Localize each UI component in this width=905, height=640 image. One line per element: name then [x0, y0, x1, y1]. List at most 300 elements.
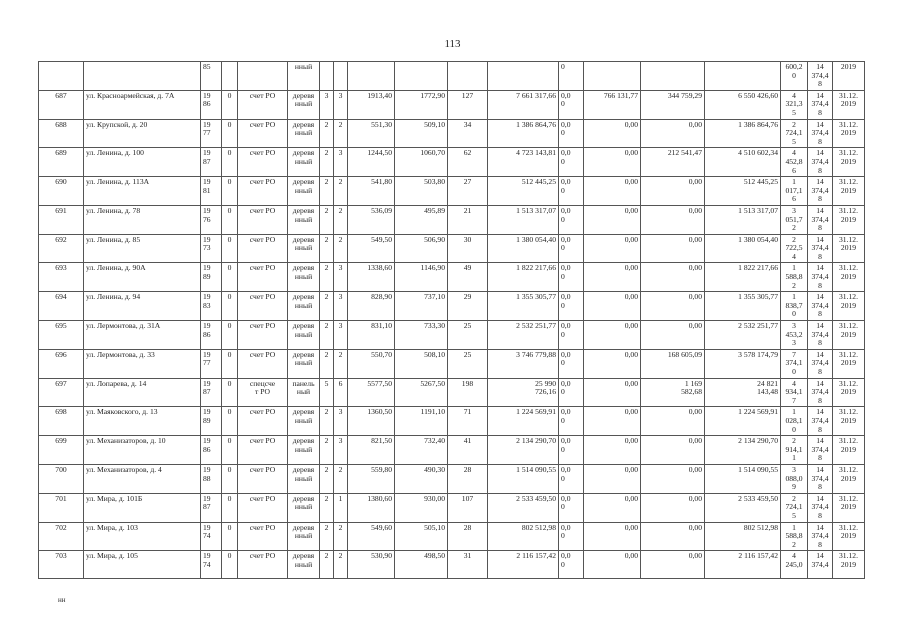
- cell-fund-cost: 0,00: [584, 234, 641, 263]
- cell-unit-cost: 1 028,1 0: [781, 407, 808, 436]
- cell-entrances: 2: [334, 522, 348, 551]
- cell-year: 19 77: [201, 349, 222, 378]
- cell-floors: 2: [320, 349, 334, 378]
- cell-cost: 2 533 459,50: [488, 493, 559, 522]
- cell-limit: 14 374,4 8: [808, 148, 833, 177]
- cell-material: деревя нный: [288, 522, 320, 551]
- cell-year: 19 88: [201, 464, 222, 493]
- continuation-row: [39, 62, 865, 91]
- cell-zero: 0: [222, 119, 238, 148]
- cell-zero: 0: [222, 436, 238, 465]
- cell-area-living: 5267,50: [395, 378, 448, 407]
- cell-unit-cost: 2 724,1 5: [781, 119, 808, 148]
- cell-material: деревя нный: [288, 551, 320, 579]
- cell-account: счет РО: [238, 234, 288, 263]
- cell-deadline: 31.12. 2019: [833, 551, 865, 579]
- cell-residents: 49: [448, 263, 488, 292]
- cell-owners-cost: 1 380 054,40: [705, 234, 781, 263]
- cell-address: ул. Мира, д. 105: [84, 551, 201, 579]
- cell-year: 19 77: [201, 119, 222, 148]
- cell-local-cost: 0,00: [641, 119, 705, 148]
- cell-floors: 2: [320, 205, 334, 234]
- table-row: [39, 205, 865, 234]
- cell-year: 19 83: [201, 292, 222, 321]
- cell-local-cost: 344 759,29: [641, 90, 705, 119]
- cell-no: 696: [39, 349, 84, 378]
- cell-account: счет РО: [238, 119, 288, 148]
- cell-floors: 2: [320, 464, 334, 493]
- cell-material: деревя нный: [288, 263, 320, 292]
- cell-floors: 2: [320, 119, 334, 148]
- table-row: [39, 378, 865, 407]
- cell-cost: 2 116 157,42: [488, 551, 559, 579]
- cell-cost: 1 380 054,40: [488, 234, 559, 263]
- cell-area-total: 1338,60: [348, 263, 395, 292]
- cell-floors: 2: [320, 493, 334, 522]
- cell-share: 0,0 0: [559, 321, 584, 350]
- cell-zero: 0: [222, 493, 238, 522]
- cell-residents: 25: [448, 321, 488, 350]
- cell-floors: [320, 62, 334, 91]
- cell-address: ул. Лермонтова, д. 31А: [84, 321, 201, 350]
- cell-residents: [448, 62, 488, 91]
- cell-zero: 0: [222, 263, 238, 292]
- cell-entrances: 2: [334, 464, 348, 493]
- cell-entrances: 3: [334, 436, 348, 465]
- cell-area-living: 505,10: [395, 522, 448, 551]
- cell-no: 690: [39, 177, 84, 206]
- cell-account: счет РО: [238, 436, 288, 465]
- cell-area-total: 5577,50: [348, 378, 395, 407]
- cell-owners-cost: 1 224 569,91: [705, 407, 781, 436]
- cell-zero: 0: [222, 205, 238, 234]
- cell-year: 19 87: [201, 493, 222, 522]
- cell-limit: 14 374,4 8: [808, 90, 833, 119]
- cell-local-cost: 0,00: [641, 292, 705, 321]
- cell-entrances: 3: [334, 263, 348, 292]
- cell-floors: 2: [320, 263, 334, 292]
- cell-material: нный: [288, 62, 320, 91]
- cell-area-living: 1060,70: [395, 148, 448, 177]
- cell-local-cost: 168 605,09: [641, 349, 705, 378]
- cell-owners-cost: 4 510 602,34: [705, 148, 781, 177]
- cell-no: [39, 62, 84, 91]
- cell-no: 693: [39, 263, 84, 292]
- cell-limit: 14 374,4 8: [808, 234, 833, 263]
- cell-no: 701: [39, 493, 84, 522]
- cell-no: 702: [39, 522, 84, 551]
- cell-entrances: 1: [334, 493, 348, 522]
- cell-fund-cost: 0,00: [584, 205, 641, 234]
- cell-residents: 30: [448, 234, 488, 263]
- footer-mark: нн: [58, 596, 66, 604]
- cell-deadline: 31.12. 2019: [833, 349, 865, 378]
- cell-cost: 1 513 317,07: [488, 205, 559, 234]
- cell-no: 697: [39, 378, 84, 407]
- cell-fund-cost: 0,00: [584, 321, 641, 350]
- cell-owners-cost: 802 512,98: [705, 522, 781, 551]
- cell-area-living: 1772,90: [395, 90, 448, 119]
- cell-local-cost: 0,00: [641, 436, 705, 465]
- cell-local-cost: 1 169 582,68: [641, 378, 705, 407]
- cell-account: счет РО: [238, 493, 288, 522]
- cell-unit-cost: 2 722,5 4: [781, 234, 808, 263]
- cell-share: 0,0 0: [559, 522, 584, 551]
- cell-year: 19 87: [201, 378, 222, 407]
- cell-deadline: 2019: [833, 62, 865, 91]
- cell-area-total: [348, 62, 395, 91]
- cell-zero: 0: [222, 407, 238, 436]
- cell-no: 700: [39, 464, 84, 493]
- cell-share: 0,0 0: [559, 551, 584, 579]
- cell-residents: 71: [448, 407, 488, 436]
- cell-account: [238, 62, 288, 91]
- cell-area-living: 1191,10: [395, 407, 448, 436]
- cell-residents: 41: [448, 436, 488, 465]
- cell-floors: 3: [320, 90, 334, 119]
- cell-unit-cost: 1 588,8 2: [781, 263, 808, 292]
- cell-fund-cost: 0,00: [584, 292, 641, 321]
- cell-cost: [488, 62, 559, 91]
- cell-unit-cost: 2 914,1 1: [781, 436, 808, 465]
- cell-address: ул. Мира, д. 101Б: [84, 493, 201, 522]
- cell-entrances: 6: [334, 378, 348, 407]
- cell-owners-cost: 3 578 174,79: [705, 349, 781, 378]
- cell-address: ул. Механизаторов, д. 4: [84, 464, 201, 493]
- cell-unit-cost: 4 934,1 7: [781, 378, 808, 407]
- cell-account: счет РО: [238, 90, 288, 119]
- table-row: [39, 148, 865, 177]
- cell-area-total: 551,30: [348, 119, 395, 148]
- cell-deadline: 31.12. 2019: [833, 205, 865, 234]
- cell-limit: 14 374,4 8: [808, 493, 833, 522]
- cell-area-living: 498,50: [395, 551, 448, 579]
- cell-no: 689: [39, 148, 84, 177]
- cell-zero: 0: [222, 292, 238, 321]
- cell-zero: 0: [222, 378, 238, 407]
- cell-deadline: 31.12. 2019: [833, 464, 865, 493]
- cell-material: деревя нный: [288, 234, 320, 263]
- cell-entrances: 3: [334, 321, 348, 350]
- cell-cost: 25 990 726,16: [488, 378, 559, 407]
- cell-area-total: 536,09: [348, 205, 395, 234]
- cell-account: счет РО: [238, 148, 288, 177]
- cell-local-cost: 0,00: [641, 551, 705, 579]
- cell-year: 19 74: [201, 551, 222, 579]
- cell-cost: 7 661 317,66: [488, 90, 559, 119]
- cell-year: 19 73: [201, 234, 222, 263]
- cell-share: 0: [559, 62, 584, 91]
- cell-residents: 28: [448, 464, 488, 493]
- cell-deadline: 31.12. 2019: [833, 407, 865, 436]
- cell-account: счет РО: [238, 292, 288, 321]
- cell-area-total: 1360,50: [348, 407, 395, 436]
- cell-zero: [222, 62, 238, 91]
- cell-deadline: 31.12. 2019: [833, 292, 865, 321]
- cell-entrances: 2: [334, 177, 348, 206]
- cell-zero: 0: [222, 464, 238, 493]
- cell-cost: 1 386 864,76: [488, 119, 559, 148]
- cell-floors: 5: [320, 378, 334, 407]
- cell-area-living: 737,10: [395, 292, 448, 321]
- cell-account: счет РО: [238, 263, 288, 292]
- cell-local-cost: 0,00: [641, 464, 705, 493]
- cell-entrances: 2: [334, 119, 348, 148]
- cell-share: 0,0 0: [559, 493, 584, 522]
- cell-local-cost: 0,00: [641, 234, 705, 263]
- cell-unit-cost: 7 374,1 0: [781, 349, 808, 378]
- cell-local-cost: 0,00: [641, 493, 705, 522]
- cell-share: 0,0 0: [559, 177, 584, 206]
- cell-deadline: 31.12. 2019: [833, 493, 865, 522]
- table-row: [39, 464, 865, 493]
- cell-year: 19 87: [201, 148, 222, 177]
- cell-share: 0,0 0: [559, 119, 584, 148]
- cell-year: 19 76: [201, 205, 222, 234]
- cell-share: 0,0 0: [559, 378, 584, 407]
- table-body: [39, 62, 865, 579]
- cell-account: счет РО: [238, 522, 288, 551]
- cell-owners-cost: 1 822 217,66: [705, 263, 781, 292]
- cell-cost: 1 224 569,91: [488, 407, 559, 436]
- cell-limit: 14 374,4 8: [808, 436, 833, 465]
- cell-owners-cost: 2 116 157,42: [705, 551, 781, 579]
- cell-zero: 0: [222, 148, 238, 177]
- cell-address: ул. Ленина, д. 90А: [84, 263, 201, 292]
- cell-floors: 2: [320, 234, 334, 263]
- cell-local-cost: 0,00: [641, 263, 705, 292]
- cell-year: 19 89: [201, 263, 222, 292]
- cell-residents: 29: [448, 292, 488, 321]
- cell-material: деревя нный: [288, 90, 320, 119]
- cell-floors: 2: [320, 522, 334, 551]
- cell-material: деревя нный: [288, 148, 320, 177]
- cell-cost: 2 532 251,77: [488, 321, 559, 350]
- cell-material: деревя нный: [288, 407, 320, 436]
- cell-area-total: 1244,50: [348, 148, 395, 177]
- cell-year: 19 89: [201, 407, 222, 436]
- cell-cost: 512 445,25: [488, 177, 559, 206]
- cell-fund-cost: 0,00: [584, 551, 641, 579]
- cell-area-total: 550,70: [348, 349, 395, 378]
- cell-fund-cost: 766 131,77: [584, 90, 641, 119]
- cell-limit: 14 374,4 8: [808, 263, 833, 292]
- cell-entrances: 2: [334, 234, 348, 263]
- cell-area-total: 1913,40: [348, 90, 395, 119]
- page-number: 113: [444, 38, 461, 50]
- cell-owners-cost: 1 355 305,77: [705, 292, 781, 321]
- cell-residents: 198: [448, 378, 488, 407]
- table-row: [39, 407, 865, 436]
- cell-address: ул. Лермонтова, д. 33: [84, 349, 201, 378]
- table-row: [39, 551, 865, 579]
- cell-material: деревя нный: [288, 119, 320, 148]
- cell-entrances: 3: [334, 407, 348, 436]
- cell-area-living: 508,10: [395, 349, 448, 378]
- cell-share: 0,0 0: [559, 436, 584, 465]
- cell-residents: 107: [448, 493, 488, 522]
- table-row: [39, 119, 865, 148]
- cell-share: 0,0 0: [559, 205, 584, 234]
- cell-zero: 0: [222, 90, 238, 119]
- cell-fund-cost: 0,00: [584, 464, 641, 493]
- cell-no: 691: [39, 205, 84, 234]
- cell-limit: 14 374,4 8: [808, 292, 833, 321]
- cell-owners-cost: 2 532 251,77: [705, 321, 781, 350]
- cell-unit-cost: 4 452,8 6: [781, 148, 808, 177]
- cell-no: 703: [39, 551, 84, 579]
- cell-unit-cost: 3 453,2 3: [781, 321, 808, 350]
- cell-address: ул. Красноармейская, д. 7А: [84, 90, 201, 119]
- housing-table: [38, 61, 865, 579]
- table-row: [39, 436, 865, 465]
- cell-no: 687: [39, 90, 84, 119]
- cell-floors: 2: [320, 551, 334, 579]
- cell-owners-cost: 1 514 090,55: [705, 464, 781, 493]
- cell-fund-cost: 0,00: [584, 119, 641, 148]
- cell-deadline: 31.12. 2019: [833, 436, 865, 465]
- cell-deadline: 31.12. 2019: [833, 90, 865, 119]
- cell-address: ул. Ленина, д. 78: [84, 205, 201, 234]
- cell-share: 0,0 0: [559, 464, 584, 493]
- cell-cost: 3 746 779,88: [488, 349, 559, 378]
- cell-owners-cost: 2 533 459,50: [705, 493, 781, 522]
- cell-owners-cost: [705, 62, 781, 91]
- cell-area-living: 490,30: [395, 464, 448, 493]
- cell-unit-cost: 3 088,0 9: [781, 464, 808, 493]
- cell-address: [84, 62, 201, 91]
- cell-local-cost: [641, 62, 705, 91]
- cell-limit: 14 374,4 8: [808, 62, 833, 91]
- cell-address: ул. Мира, д. 103: [84, 522, 201, 551]
- cell-owners-cost: 6 550 426,60: [705, 90, 781, 119]
- cell-cost: 2 134 290,70: [488, 436, 559, 465]
- cell-account: счет РО: [238, 464, 288, 493]
- cell-floors: 2: [320, 407, 334, 436]
- cell-owners-cost: 1 513 317,07: [705, 205, 781, 234]
- cell-entrances: 2: [334, 551, 348, 579]
- cell-residents: 21: [448, 205, 488, 234]
- cell-zero: 0: [222, 177, 238, 206]
- cell-area-living: 733,30: [395, 321, 448, 350]
- cell-area-total: 831,10: [348, 321, 395, 350]
- cell-floors: 2: [320, 436, 334, 465]
- cell-account: счет РО: [238, 551, 288, 579]
- cell-residents: 25: [448, 349, 488, 378]
- cell-address: ул. Маяковского, д. 13: [84, 407, 201, 436]
- cell-entrances: [334, 62, 348, 91]
- cell-unit-cost: 1 017,1 6: [781, 177, 808, 206]
- cell-floors: 2: [320, 148, 334, 177]
- cell-residents: 127: [448, 90, 488, 119]
- cell-deadline: 31.12. 2019: [833, 321, 865, 350]
- cell-owners-cost: 24 821 143,48: [705, 378, 781, 407]
- cell-deadline: 31.12. 2019: [833, 263, 865, 292]
- cell-residents: 31: [448, 551, 488, 579]
- cell-area-total: 559,80: [348, 464, 395, 493]
- cell-deadline: 31.12. 2019: [833, 177, 865, 206]
- cell-deadline: 31.12. 2019: [833, 522, 865, 551]
- cell-residents: 34: [448, 119, 488, 148]
- cell-area-total: 821,50: [348, 436, 395, 465]
- cell-fund-cost: 0,00: [584, 177, 641, 206]
- cell-limit: 14 374,4 8: [808, 119, 833, 148]
- cell-no: 688: [39, 119, 84, 148]
- cell-fund-cost: 0,00: [584, 263, 641, 292]
- cell-deadline: 31.12. 2019: [833, 119, 865, 148]
- cell-material: деревя нный: [288, 464, 320, 493]
- cell-material: деревя нный: [288, 349, 320, 378]
- cell-share: 0,0 0: [559, 349, 584, 378]
- table-row: [39, 263, 865, 292]
- cell-limit: 14 374,4 8: [808, 407, 833, 436]
- cell-limit: 14 374,4 8: [808, 205, 833, 234]
- table-row: [39, 321, 865, 350]
- cell-owners-cost: 2 134 290,70: [705, 436, 781, 465]
- cell-local-cost: 0,00: [641, 522, 705, 551]
- cell-address: ул. Лопарева, д. 14: [84, 378, 201, 407]
- cell-year: 19 86: [201, 436, 222, 465]
- cell-area-living: 506,90: [395, 234, 448, 263]
- cell-share: 0,0 0: [559, 234, 584, 263]
- cell-fund-cost: 0,00: [584, 522, 641, 551]
- cell-address: ул. Ленина, д. 85: [84, 234, 201, 263]
- cell-local-cost: 0,00: [641, 407, 705, 436]
- cell-account: счет РО: [238, 177, 288, 206]
- cell-unit-cost: 3 051,7 2: [781, 205, 808, 234]
- cell-deadline: 31.12. 2019: [833, 378, 865, 407]
- cell-area-total: 549,60: [348, 522, 395, 551]
- cell-entrances: 3: [334, 90, 348, 119]
- cell-address: ул. Ленина, д. 113А: [84, 177, 201, 206]
- cell-cost: 4 723 143,81: [488, 148, 559, 177]
- cell-account: счет РО: [238, 407, 288, 436]
- cell-area-living: 732,40: [395, 436, 448, 465]
- cell-area-total: 549,50: [348, 234, 395, 263]
- cell-address: ул. Ленина, д. 94: [84, 292, 201, 321]
- table-row: [39, 493, 865, 522]
- cell-material: деревя нный: [288, 177, 320, 206]
- table-row: [39, 349, 865, 378]
- cell-address: ул. Ленина, д. 100: [84, 148, 201, 177]
- cell-fund-cost: 0,00: [584, 407, 641, 436]
- cell-entrances: 2: [334, 205, 348, 234]
- cell-material: панель ный: [288, 378, 320, 407]
- cell-local-cost: 0,00: [641, 205, 705, 234]
- cell-share: 0,0 0: [559, 148, 584, 177]
- cell-area-total: 530,90: [348, 551, 395, 579]
- cell-zero: 0: [222, 234, 238, 263]
- cell-share: 0,0 0: [559, 90, 584, 119]
- cell-area-total: 541,80: [348, 177, 395, 206]
- cell-zero: 0: [222, 321, 238, 350]
- cell-limit: 14 374,4 8: [808, 349, 833, 378]
- cell-floors: 2: [320, 321, 334, 350]
- cell-material: деревя нный: [288, 436, 320, 465]
- cell-no: 695: [39, 321, 84, 350]
- cell-material: деревя нный: [288, 292, 320, 321]
- table-row: [39, 292, 865, 321]
- cell-no: 694: [39, 292, 84, 321]
- cell-limit: 14 374,4 8: [808, 177, 833, 206]
- cell-limit: 14 374,4: [808, 551, 833, 579]
- cell-unit-cost: 600,2 0: [781, 62, 808, 91]
- cell-residents: 62: [448, 148, 488, 177]
- cell-owners-cost: 512 445,25: [705, 177, 781, 206]
- cell-local-cost: 212 541,47: [641, 148, 705, 177]
- cell-material: деревя нный: [288, 205, 320, 234]
- cell-residents: 27: [448, 177, 488, 206]
